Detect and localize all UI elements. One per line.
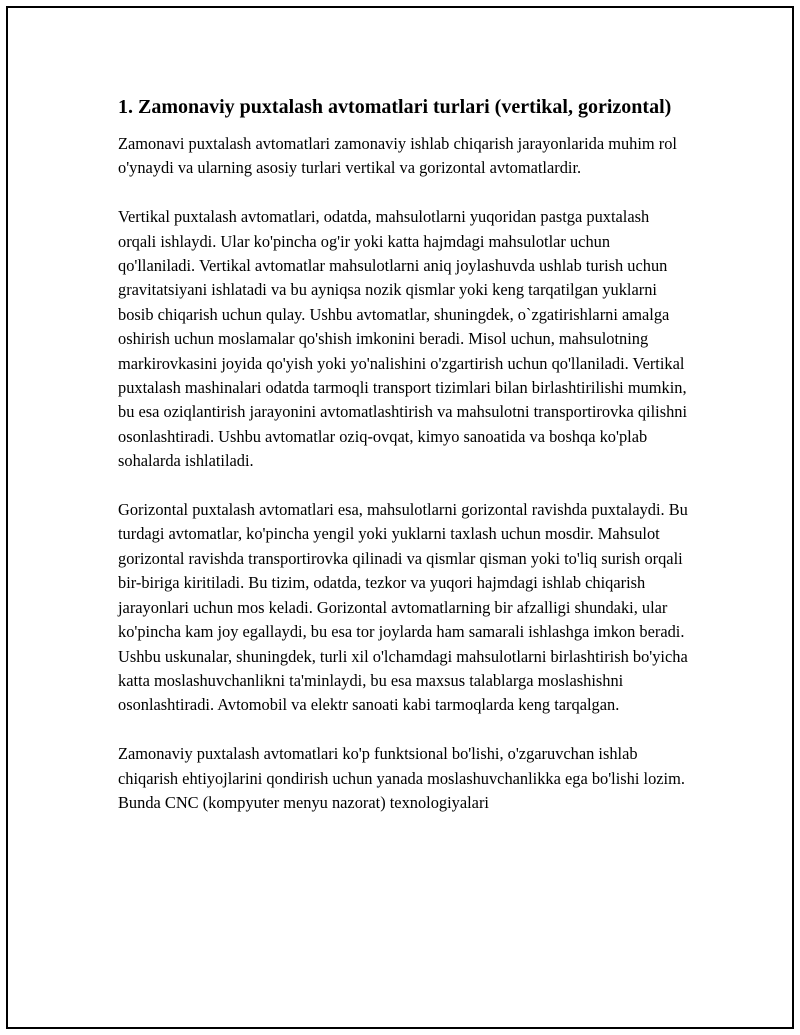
paragraph-vertical: Vertikal puxtalash avtomatlari, odatda, mahsulotlarni yuqoridan pastga puxtalash orqali ishlaydi. Ular ko'pincha og'ir yoki katta hajmdagi mahsulotlar uchun qo'llaniladi. Vertikal avtomatlar mahsulotlarni aniq joylashuvda ushlab turish uchun gravitatsiyani ishlatadi va bu ayniqsa nozik qismlar yoki keng tarqatilgan yuklarni bosib chiqarish uchun qulay. Ushbu avtomatlar, shuningdek, o`zgatirishlarni amalga oshirish uchun moslamalar qo'shish imkonini beradi. Misol uchun, mahsulotning markirovkasini joyida qo'yish yoki yo'nalishini o'zgartirish uchun qo'llaniladi. Vertikal puxtalash mashinalari odatda tarmoqli transport tizimlari bilan birlashtirilishi mumkin, bu esa oziqlantirish jarayonini avtomatlashtirish va mahsulotni transportirovka qilishni osonlashtiradi. Ushbu avtomatlar oziq-ovqat, kimyo sanoatida va boshqa ko'plab sohalarda ishlatiladi. (118, 207, 688, 471)
paragraph-intro: Zamonavi puxtalash avtomatlari zamonaviy ishlab chiqarish jarayonlarida muhim rol o'ynaydi va ularning asosiy turlari vertikal va gorizontal avtomatlardir. (118, 134, 677, 178)
paragraph-modern: Zamonaviy puxtalash avtomatlari ko'p funktsional bo'lishi, o'zgaruvchan ishlab chiqarish ehtiyojlarini qondirish uchun yanada moslashuvchanlikka ega bo'lishi lozim. Bunda CNC (kompyuter menyu nazorat) texnologiyalari (118, 744, 685, 812)
paragraph-horizontal: Gorizontal puxtalash avtomatlari esa, mahsulotlarni gorizontal ravishda puxtalaydi. Bu turdagi avtomatlar, ko'pincha yengil yoki yuklarni taxlash uchun mosdir. Mahsulot gorizontal ravishda transportirovka qilinadi va qismlar qisman yoki to'liq surish orqali bir-biriga kiritiladi. Bu tizim, odatda, tezkor va yuqori hajmdagi ishlab chiqarish jarayonlari uchun mos keladi. Gorizontal avtomatlarning bir afzalligi shundaki, ular ko'pincha kam joy egallaydi, bu esa tor joylarda ham samarali ishlashga imkon beradi. Ushbu uskunalar, shuningdek, turli xil o'lchamdagi mahsulotlarni birlashtirish bo'yicha katta moslashuvchanlikni ta'minlaydi, bu esa maxsus talablarga moslashishni osonlashtiradi. Avtomobil va elektr sanoati kabi tarmoqlarda keng tarqalgan. (118, 500, 688, 715)
section-heading: 1. Zamonaviy puxtalash avtomatlari turlari (vertikal, gorizontal) (118, 96, 672, 118)
document-body (118, 93, 690, 840)
